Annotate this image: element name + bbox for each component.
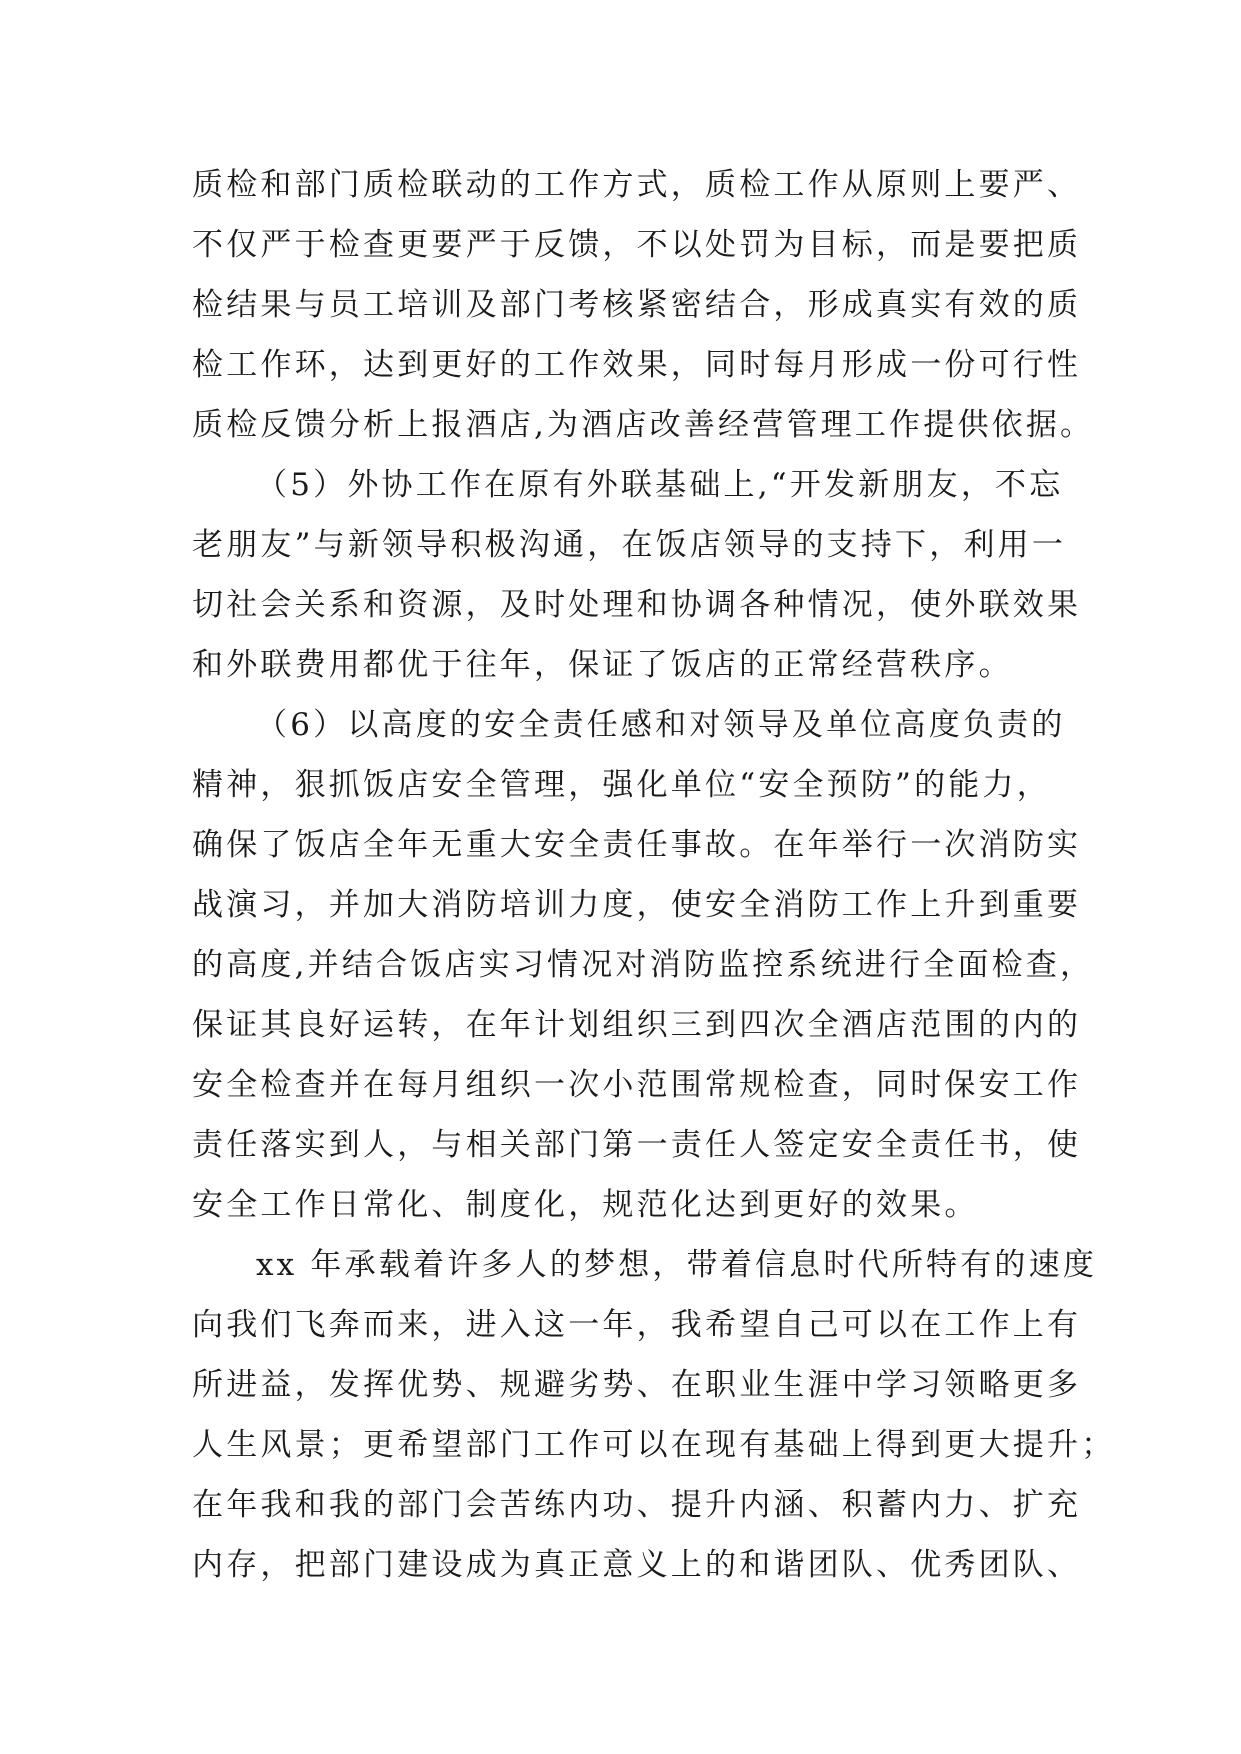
text-line: 在年我和我的部门会苦练内功、提升内涵、积蓄内力、扩充 bbox=[192, 1487, 1082, 1523]
text-line: 切社会关系和资源，及时处理和协调各种情况，使外联效果 bbox=[192, 587, 1082, 623]
text-line: 质检和部门质检联动的工作方式，质检工作从原则上要严、 bbox=[192, 167, 1082, 203]
text-line: 检工作环，达到更好的工作效果，同时每月形成一份可行性 bbox=[192, 347, 1082, 383]
text-line: 保证其良好运转，在年计划组织三到四次全酒店范围的内的 bbox=[192, 1007, 1082, 1043]
body-text bbox=[192, 155, 1116, 1595]
text-line: 向我们飞奔而来，进入这一年，我希望自己可以在工作上有 bbox=[192, 1307, 1082, 1343]
text-line: 的高度,并结合饭店实习情况对消防监控系统进行全面检查， bbox=[192, 947, 1095, 983]
text-line: 检结果与员工培训及部门考核紧密结合，形成真实有效的质 bbox=[192, 287, 1082, 323]
text-line: 安全检查并在每月组织一次小范围常规检查，同时保安工作 bbox=[192, 1067, 1082, 1103]
text-line: 质检反馈分析上报酒店,为酒店改善经营管理工作提供依据。 bbox=[192, 407, 1095, 443]
text-line: 内存，把部门建设成为真正意义上的和谐团队、优秀团队、 bbox=[192, 1547, 1082, 1583]
text-line: （5）外协工作在原有外联基础上,“开发新朋友，不忘 bbox=[256, 467, 1064, 503]
text-line: 老朋友”与新领导积极沟通，在饭店领导的支持下，利用一 bbox=[192, 527, 1067, 563]
text-line: （6）以高度的安全责任感和对领导及单位高度负责的 bbox=[256, 707, 1066, 743]
text-line: 精神，狠抓饭店安全管理，强化单位“安全预防”的能力， bbox=[192, 767, 1051, 803]
text-line: 人生风景；更希望部门工作可以在现有基础上得到更大提升； bbox=[192, 1427, 1116, 1463]
text-line: xx 年承载着许多人的梦想，带着信息时代所特有的速度 bbox=[256, 1247, 1098, 1283]
text-line: 确保了饭店全年无重大安全责任事故。在年举行一次消防实 bbox=[192, 827, 1082, 863]
text-line: 和外联费用都优于往年，保证了饭店的正常经营秩序。 bbox=[192, 647, 1013, 683]
text-line: 战演习，并加大消防培训力度，使安全消防工作上升到重要 bbox=[192, 887, 1082, 923]
text-line: 不仅严于检查更要严于反馈，不以处罚为目标，而是要把质 bbox=[192, 227, 1082, 263]
text-line: 所进益，发挥优势、规避劣势、在职业生涯中学习领略更多 bbox=[192, 1367, 1082, 1403]
text-line: 安全工作日常化、制度化，规范化达到更好的效果。 bbox=[192, 1187, 979, 1223]
text-line: 责任落实到人，与相关部门第一责任人签定安全责任书，使 bbox=[192, 1127, 1082, 1163]
